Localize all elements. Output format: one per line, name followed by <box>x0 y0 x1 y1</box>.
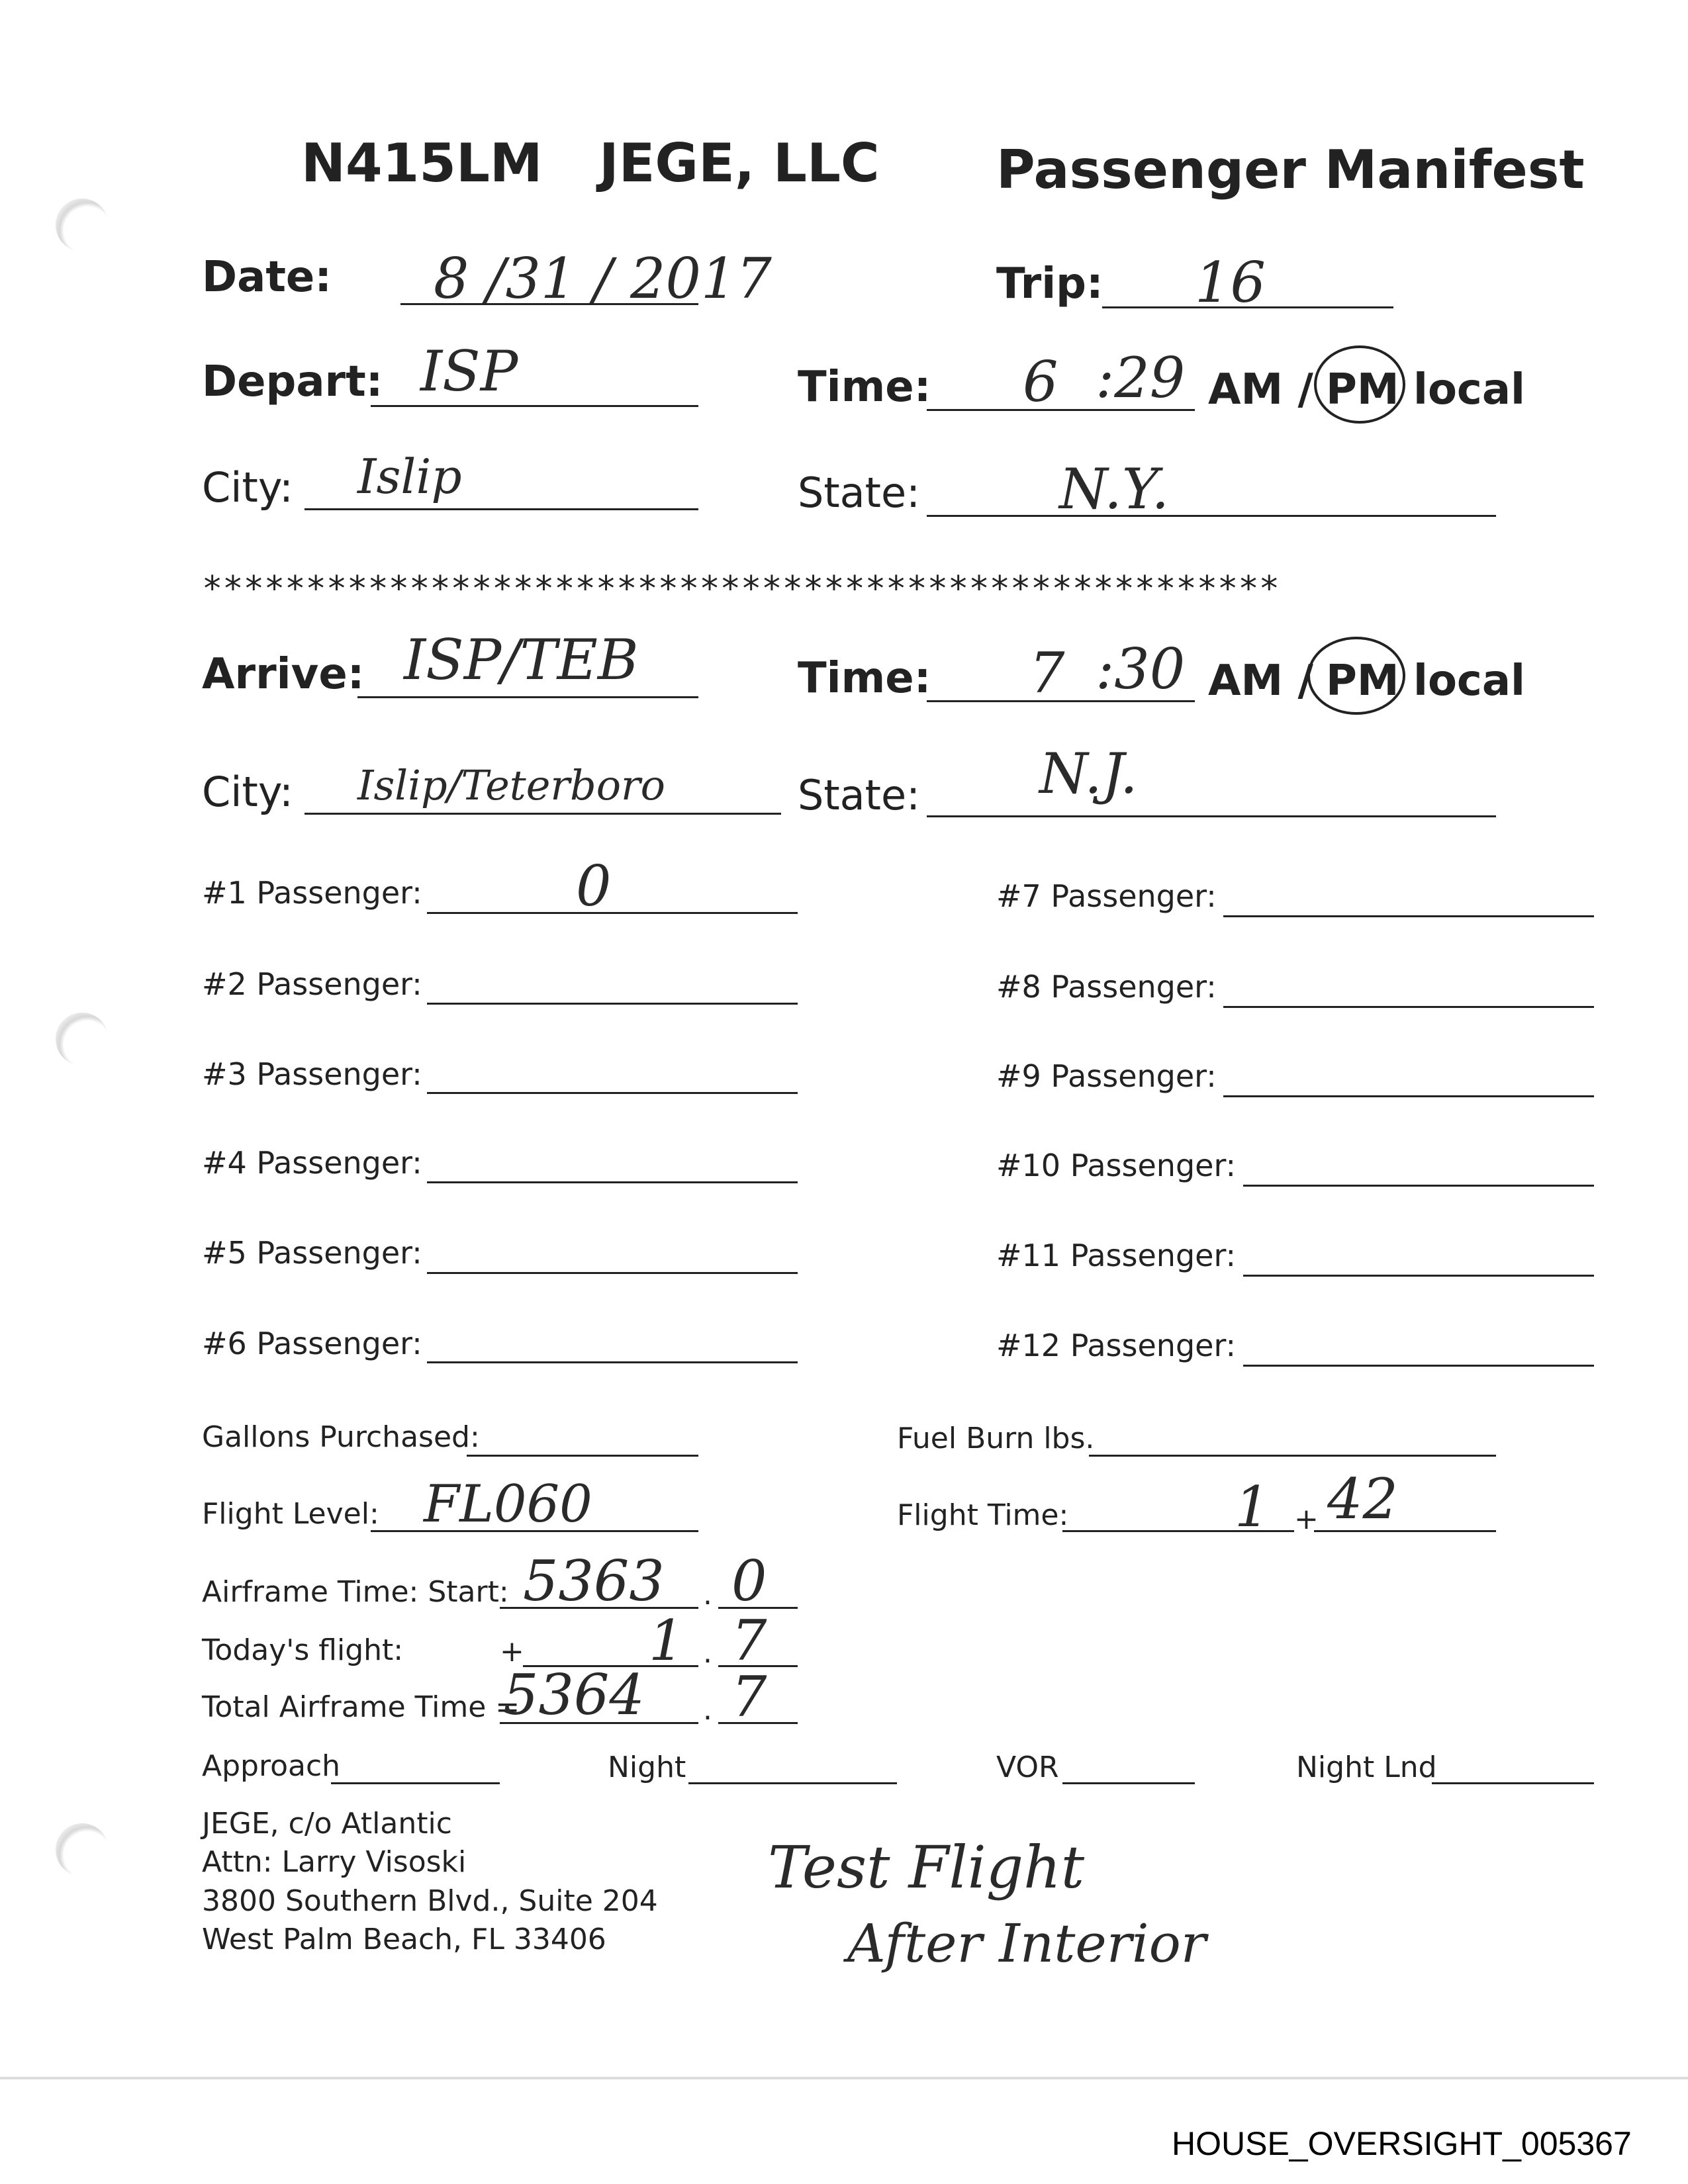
depart-state-line <box>927 515 1496 517</box>
depart-time-min: :29 <box>1096 345 1186 410</box>
arrive-city-label: City: <box>202 768 293 816</box>
depart-pm-label: PM <box>1326 365 1399 414</box>
passenger-7-line <box>1223 915 1594 917</box>
approach-label: Approach <box>202 1749 341 1783</box>
arrive-time-label: Time: <box>798 654 931 703</box>
passenger-3-label: #3 Passenger: <box>202 1056 422 1092</box>
passenger-7-label: #7 Passenger: <box>996 878 1217 914</box>
flight-level-value: FL060 <box>424 1475 592 1534</box>
depart-label: Depart: <box>202 357 383 406</box>
passenger-3-line <box>427 1092 798 1094</box>
passenger-4-line <box>427 1181 798 1183</box>
today-flight-whole: 1 <box>649 1608 684 1673</box>
arrive-state-label: State: <box>798 771 921 819</box>
arrive-state-value: N.J. <box>1039 741 1138 806</box>
depart-line <box>371 405 698 407</box>
depart-city-value: Islip <box>357 449 462 504</box>
vor-line <box>1062 1782 1195 1784</box>
gallons-line <box>467 1455 698 1457</box>
arrive-line <box>357 696 698 698</box>
passenger-4-label: #4 Passenger: <box>202 1145 422 1181</box>
today-flight-plus: + <box>500 1635 524 1668</box>
passenger-5-line <box>427 1272 798 1274</box>
today-flight-dot: . <box>703 1636 712 1670</box>
depart-value: ISP <box>420 339 518 404</box>
passenger-12-line <box>1243 1365 1594 1367</box>
flight-time-label: Flight Time: <box>897 1498 1069 1532</box>
total-airframe-dot: . <box>703 1693 712 1727</box>
depart-time-hour: 6 <box>1023 349 1058 414</box>
date-value: 8 /31 / 2017 <box>434 246 772 311</box>
passenger-9-line <box>1223 1095 1594 1097</box>
trip-label: Trip: <box>996 259 1103 308</box>
passenger-11-label: #11 Passenger: <box>996 1238 1237 1273</box>
flight-level-label: Flight Level: <box>202 1497 379 1531</box>
address-line-2: Attn: Larry Visoski <box>202 1845 467 1879</box>
flight-time-hours: 1 <box>1235 1475 1270 1539</box>
passenger-12-label: #12 Passenger: <box>996 1328 1237 1363</box>
arrive-pm-label: PM <box>1326 657 1399 705</box>
passenger-5-label: #5 Passenger: <box>202 1235 422 1271</box>
depart-city-label: City: <box>202 463 293 512</box>
today-flight-label: Today's flight: <box>202 1633 404 1667</box>
night-lnd-line <box>1432 1782 1594 1784</box>
notes-line-2: After Interior <box>847 1913 1206 1974</box>
address-line-4: West Palm Beach, FL 33406 <box>202 1923 606 1956</box>
passenger-8-label: #8 Passenger: <box>996 969 1217 1005</box>
airframe-start-label: Airframe Time: Start: <box>202 1575 509 1609</box>
passenger-2-label: #2 Passenger: <box>202 966 422 1002</box>
address-line-3: 3800 Southern Blvd., Suite 204 <box>202 1884 658 1918</box>
arrive-am-label: AM / <box>1208 657 1313 705</box>
airframe-start-tenths: 0 <box>731 1549 767 1614</box>
passenger-1-line <box>427 912 798 914</box>
passenger-9-label: #9 Passenger: <box>996 1058 1217 1094</box>
arrive-city-line <box>305 813 781 815</box>
fuel-burn-line <box>1089 1455 1496 1457</box>
passenger-2-line <box>427 1003 798 1005</box>
passenger-8-line <box>1223 1006 1594 1008</box>
total-airframe-whole: 5364 <box>503 1662 645 1727</box>
arrive-state-line <box>927 815 1496 817</box>
depart-local-label: local <box>1413 365 1525 414</box>
depart-state-value: N.Y. <box>1059 457 1170 522</box>
trip-value: 16 <box>1195 250 1266 315</box>
notes-line-1: Test Flight <box>768 1833 1085 1901</box>
arrive-city-value: Islip/Teterboro <box>357 761 665 809</box>
arrive-value: ISP/TEB <box>404 627 639 692</box>
separator-stars: **************************************************** <box>202 569 1280 609</box>
airframe-start-whole: 5363 <box>523 1549 665 1614</box>
flight-time-plus: + <box>1294 1502 1319 1536</box>
night-label: Night <box>608 1751 686 1784</box>
airframe-start-dot: . <box>703 1578 712 1612</box>
binder-hole-top <box>56 199 109 251</box>
passenger-1-value: 0 <box>576 854 612 919</box>
passenger-1-label: #1 Passenger: <box>202 875 422 911</box>
bates-number: HOUSE_OVERSIGHT_005367 <box>1172 2125 1632 2162</box>
total-airframe-label: Total Airframe Time = <box>202 1690 520 1724</box>
total-airframe-tenths: 7 <box>731 1664 767 1729</box>
today-flight-tenths: 7 <box>731 1608 767 1673</box>
arrive-time-hour: 7 <box>1029 641 1065 705</box>
flight-time-minutes: 42 <box>1327 1467 1398 1531</box>
approach-line <box>331 1782 500 1784</box>
arrive-label: Arrive: <box>202 650 365 699</box>
depart-state-label: State: <box>798 469 921 517</box>
company-name: JEGE, LLC <box>599 132 880 194</box>
arrive-time-min: :30 <box>1096 637 1186 702</box>
passenger-6-line <box>427 1361 798 1363</box>
vor-label: VOR <box>996 1751 1059 1784</box>
depart-time-label: Time: <box>798 363 931 412</box>
depart-city-line <box>305 508 698 510</box>
passenger-11-line <box>1243 1275 1594 1277</box>
binder-hole-middle <box>56 1013 109 1066</box>
scan-edge <box>0 2077 1688 2079</box>
passenger-10-label: #10 Passenger: <box>996 1148 1237 1183</box>
address-line-1: JEGE, c/o Atlantic <box>202 1807 452 1841</box>
date-label: Date: <box>202 253 332 302</box>
tail-number: N415LM <box>301 132 543 194</box>
depart-am-label: AM / <box>1208 365 1313 414</box>
fuel-burn-label: Fuel Burn lbs. <box>897 1422 1095 1455</box>
passenger-6-label: #6 Passenger: <box>202 1326 422 1361</box>
passenger-10-line <box>1243 1185 1594 1187</box>
gallons-label: Gallons Purchased: <box>202 1420 480 1454</box>
night-line <box>688 1782 897 1784</box>
form-title: Passenger Manifest <box>996 139 1585 201</box>
night-lnd-label: Night Lnd <box>1296 1751 1437 1784</box>
binder-hole-bottom <box>56 1823 109 1876</box>
arrive-local-label: local <box>1413 657 1525 705</box>
